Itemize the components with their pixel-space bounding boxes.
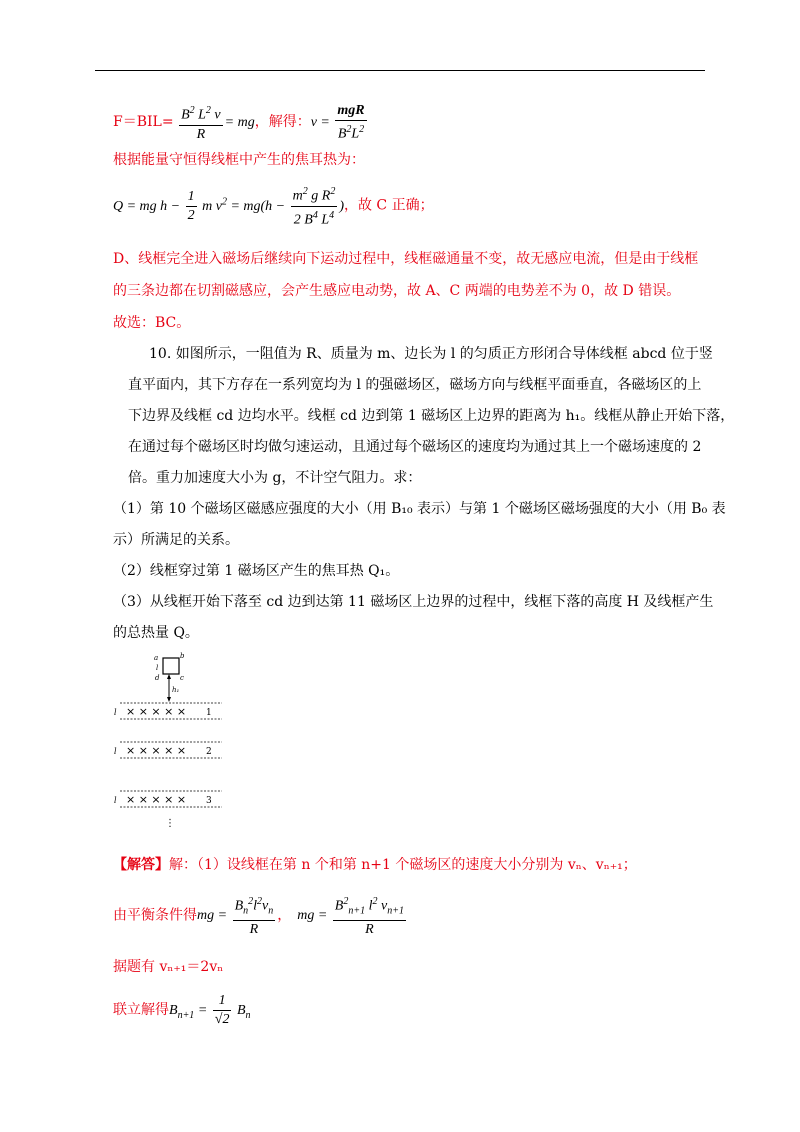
solution-label: 【解答】 (113, 857, 169, 873)
label-d: d (155, 674, 160, 682)
combine-line: 联立解得$B_{n+1}$ = $\frac{1}{√2}$ $B_n$ (113, 993, 251, 1028)
force-prefix: F＝BIL= (113, 114, 174, 131)
force-tail: = mg (224, 115, 255, 131)
option-d-line1: D、线框完全进入磁场后继续向下运动过程中，线框磁通量不变，故无感应电流，但是由于线框 (113, 251, 699, 267)
q10-line1: 10. 如图所示，一阻值为 R、质量为 m、边长为 l 的匀质正方形闭合导体线框 abcd 位于竖 (149, 346, 713, 362)
balance-text: 由平衡条件得 (113, 907, 197, 924)
solution-intro: 解：（1）设线框在第 n 个和第 n+1 个磁场区的速度大小分别为 vₙ、vₙ₊₁； (169, 857, 637, 873)
label-c: c (180, 674, 184, 682)
q10-line3: 下边界及线框 cd 边均水平。线框 cd 边到第 1 磁场区上边界的距离为 h₁。线框从静止开始下落， (128, 408, 735, 424)
sub2-line: （2）线框穿过第 1 磁场区产生的焦耳热 Q₁。 (113, 563, 400, 579)
q-suffix: ，故 C 正确； (343, 197, 434, 214)
q10-line5: 倍。重力加速度大小为 g，不计空气阻力。求： (128, 470, 422, 486)
region-1-marks: × × × × × (126, 705, 187, 718)
label-a: a (154, 654, 159, 662)
figure-more: ⋮ (165, 818, 175, 829)
region-3-index: 3 (206, 796, 212, 806)
balance-line: 由平衡条件得mg = $\frac{B_n^2l^2v_n}{R}$ ， mg = $\frac{B^2_{n+1} l^2 v_{n+1}}{R}$ (113, 893, 408, 935)
h1-arrow-head-top (167, 674, 171, 679)
region-2-marks: × × × × × (126, 744, 187, 757)
sub3-line1: （3）从线框开始下落至 cd 边到达第 11 磁场区上边界的过程中，线框下落的高度 H 及线框产生 (113, 594, 714, 610)
region-1-width: l (114, 708, 117, 717)
sub3-line2: 的总热量 Q。 (113, 625, 199, 641)
h1-arrow-head-bottom (167, 697, 171, 702)
region-3-width: l (114, 796, 117, 805)
given-line: 据题有 vₙ₊₁＝2vₙ (113, 959, 224, 975)
sub1-line1: （1）第 10 个磁场区磁感应强度的大小（用 B₁₀ 表示）与第 1 个磁场区磁场强度的大小（用 B₀ 表 (113, 501, 726, 517)
solution-line (113, 855, 637, 875)
region-1-index: 1 (206, 708, 212, 718)
answer-line: 故选：BC。 (113, 315, 191, 331)
q10-line2: 直平面内，其下方存在一系列宽均为 l 的强磁场区，磁场方向与线框平面垂直，各磁场区的上 (128, 377, 702, 393)
coil-square (163, 658, 179, 674)
region-2-width: l (114, 747, 117, 756)
sub1-line2: 示）所满足的关系。 (113, 532, 239, 548)
magnetic-field-figure (112, 650, 224, 830)
combine-text: 联立解得 (113, 1002, 169, 1018)
region-3-marks: × × × × × (126, 793, 187, 806)
q10-line4: 在通过每个磁场区时均做匀速运动，且通过每个磁场区的速度均为通过其上一个磁场速度的 2 (128, 439, 702, 455)
energy-text: 根据能量守恒得线框中产生的焦耳热为： (113, 152, 365, 168)
header-rule (95, 70, 705, 71)
solve-label: ，解得： (254, 114, 311, 131)
equation-force: F＝BIL= $\frac{B^2 L^2 v}{R}$ = mg，解得：v = $\frac{\text{mgR}}{B^2L^2}$ (113, 103, 365, 142)
label-h1: h₁ (172, 686, 180, 694)
label-l: l (156, 664, 159, 672)
label-b: b (180, 652, 185, 660)
region-2-index: 2 (206, 747, 212, 757)
option-d-line2: 的三条边都在切割磁感应，会产生感应电动势，故 A、C 两端的电势差不为 0，故 D 错误。 (113, 283, 681, 299)
equation-heat: Q = mg h − $\frac{1}{2}$ m $v^2 = mg(h$ − $\frac{m^2 g R^2}{2 B^4 L^4}$ )，故 C 正确； (113, 182, 434, 222)
figure-svg (112, 650, 224, 830)
